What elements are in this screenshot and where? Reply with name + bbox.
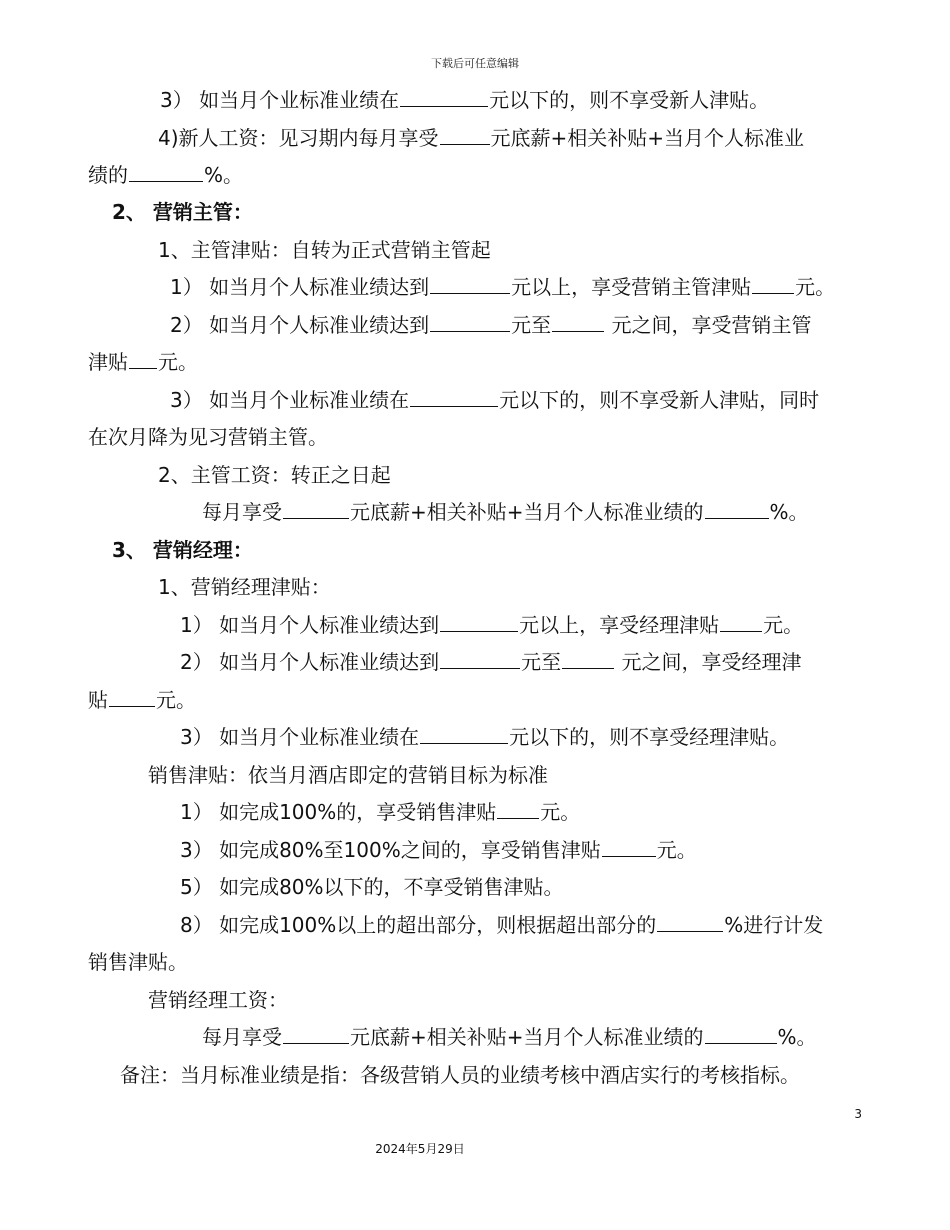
fill-in-blank (420, 723, 508, 744)
fill-in-blank (552, 311, 604, 332)
line-text: 3） 如当月个业标准业绩在 (160, 88, 400, 112)
footer-date: 2024年5月29日 (375, 1142, 465, 1156)
line-text: 2） 如当月个人标准业绩达到 (180, 650, 440, 674)
line-text: 元。 (763, 613, 804, 637)
text-line (148, 986, 288, 1014)
line-text: 元底薪+相关补贴+当月个人标准业绩的 (350, 500, 704, 524)
text-line (88, 686, 196, 714)
text-line (158, 461, 391, 489)
text-line (170, 311, 811, 339)
fill-in-blank (562, 648, 614, 669)
text-line (158, 236, 491, 264)
line-text: 1） 如当月个人标准业绩达到 (170, 275, 430, 299)
fill-in-blank (283, 498, 349, 519)
line-text: 元以上，享受营销主管津贴 (511, 275, 752, 299)
line-text: 1） 如当月个人标准业绩达到 (180, 613, 440, 637)
text-line (88, 161, 243, 189)
text-line (180, 798, 580, 826)
line-text: %。 (777, 1025, 817, 1049)
line-text: 3、 营销经理： (112, 538, 253, 562)
line-text: 3） 如当月个业标准业绩在 (180, 725, 420, 749)
line-text: 每月享受 (202, 1025, 282, 1049)
line-text: 3） 如完成80%至100%之间的，享受销售津贴 (180, 838, 601, 862)
fill-in-blank (440, 648, 520, 669)
line-text: 元至 (521, 650, 562, 674)
text-line (112, 536, 253, 564)
line-text: 1、营销经理津贴： (158, 575, 331, 599)
line-text: 元以下的，则不享受经理津贴。 (509, 725, 790, 749)
text-line (88, 948, 188, 976)
fill-in-blank (657, 911, 723, 932)
page-header: 下载后可任意编辑 (431, 57, 519, 70)
fill-in-blank (283, 1023, 349, 1044)
fill-in-blank (705, 498, 769, 519)
text-line (180, 723, 789, 751)
text-line (170, 273, 835, 301)
fill-in-blank (705, 1023, 777, 1044)
text-line (88, 423, 328, 451)
line-text: 元至 (511, 313, 552, 337)
line-text: %。 (204, 163, 244, 187)
line-text: 2） 如当月个人标准业绩达到 (170, 313, 430, 337)
text-line (148, 761, 548, 789)
line-text: 备注：当月标准业绩是指：各级营销人员的业绩考核中酒店实行的考核指标。 (120, 1063, 800, 1087)
fill-in-blank (720, 611, 762, 632)
line-text: 绩的 (88, 163, 128, 187)
text-line (180, 836, 697, 864)
text-line (112, 198, 253, 226)
line-text: 元。 (656, 838, 697, 862)
line-text: 元。 (158, 350, 198, 374)
line-text: 营销经理工资： (148, 988, 288, 1012)
line-text: 4)新人工资：见习期内每月享受 (158, 126, 439, 150)
line-text: 元以下的，则不享受新人津贴。 (489, 88, 770, 112)
line-text: 2、主管工资：转正之日起 (158, 463, 391, 487)
fill-in-blank (109, 686, 155, 707)
line-text: %。 (769, 500, 809, 524)
line-text: 销售津贴：依当月酒店即定的营销目标为标准 (148, 763, 548, 787)
line-text: 在次月降为见习营销主管。 (88, 425, 328, 449)
line-text: 5） 如完成80%以下的，不享受销售津贴。 (180, 875, 564, 899)
page-number: 3 (854, 1107, 862, 1121)
line-text: 元之间，享受营销主管 (605, 313, 812, 337)
fill-in-blank (430, 311, 510, 332)
line-text: 1） 如完成100%的，享受销售津贴 (180, 800, 497, 824)
line-text: 2、 营销主管： (112, 200, 253, 224)
text-line (160, 86, 769, 114)
fill-in-blank (400, 86, 488, 107)
text-line (180, 611, 803, 639)
line-text: 元底薪+相关补贴+当月个人标准业绩的 (350, 1025, 704, 1049)
line-text: 8） 如完成100%以上的超出部分，则根据超出部分的 (180, 913, 657, 937)
fill-in-blank (497, 798, 539, 819)
line-text: 元以下的，则不享受新人津贴，同时 (499, 388, 820, 412)
fill-in-blank (752, 273, 794, 294)
line-text: 元以上，享受经理津贴 (519, 613, 720, 637)
line-text: 津贴 (88, 350, 128, 374)
line-text: 元之间，享受经理津 (615, 650, 802, 674)
line-text: 元。 (795, 275, 836, 299)
fill-in-blank (410, 386, 498, 407)
text-line (158, 124, 804, 152)
text-line (202, 498, 809, 526)
text-line (88, 348, 198, 376)
text-line (180, 648, 801, 676)
text-line (120, 1061, 800, 1089)
text-line (170, 386, 819, 414)
line-text: 每月享受 (202, 500, 282, 524)
line-text: 元。 (156, 688, 196, 712)
fill-in-blank (129, 161, 203, 182)
text-line (180, 873, 564, 901)
line-text: 贴 (88, 688, 108, 712)
line-text: 1、主管津贴：自转为正式营销主管起 (158, 238, 491, 262)
fill-in-blank (129, 348, 157, 369)
line-text: 元底薪+相关补贴+当月个人标准业 (490, 126, 805, 150)
line-text: 销售津贴。 (88, 950, 188, 974)
line-text: 3） 如当月个业标准业绩在 (170, 388, 410, 412)
line-text: 元。 (540, 800, 581, 824)
text-line (180, 911, 823, 939)
fill-in-blank (440, 124, 490, 145)
fill-in-blank (430, 273, 510, 294)
fill-in-blank (440, 611, 518, 632)
fill-in-blank (602, 836, 656, 857)
line-text: %进行计发 (724, 913, 824, 937)
text-line (158, 573, 331, 601)
text-line (202, 1023, 817, 1051)
